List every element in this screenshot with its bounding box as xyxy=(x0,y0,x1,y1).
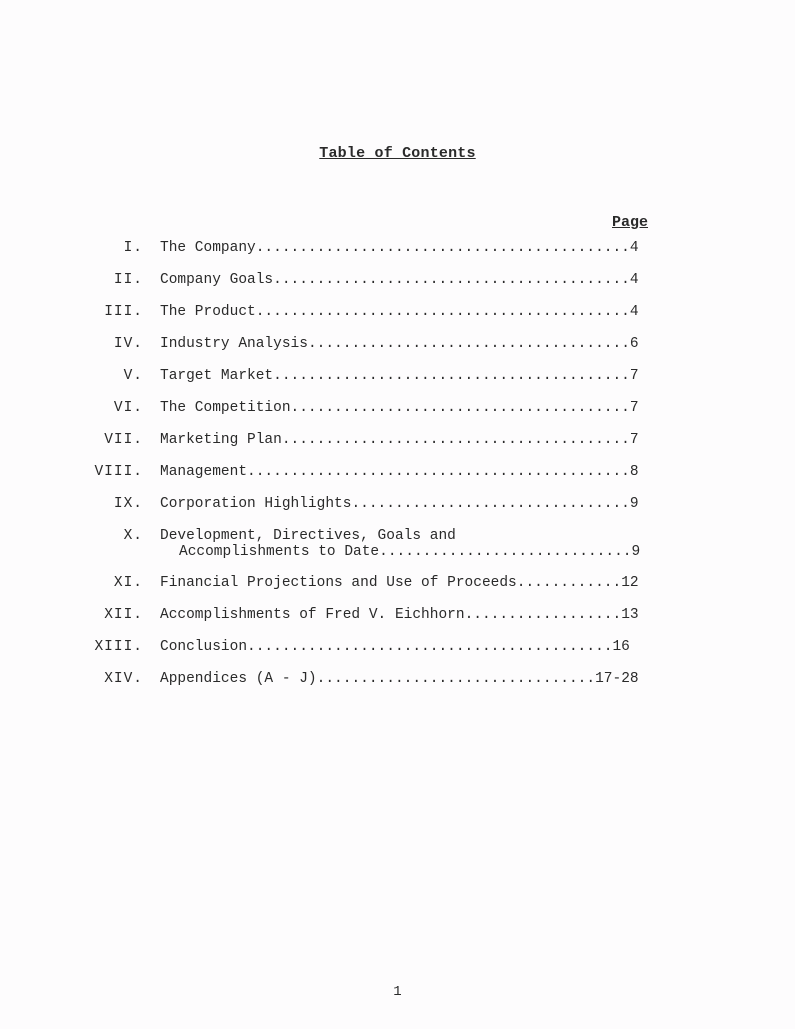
toc-entry-number: XII. xyxy=(104,607,143,623)
toc-entry-number: X. xyxy=(123,528,143,544)
toc-entry-title: The Company xyxy=(160,240,256,256)
toc-entry-title: Target Market xyxy=(160,368,274,384)
toc-entry-title: Development, Directives, Goals and xyxy=(160,528,456,544)
toc-entry-title: The Product xyxy=(160,304,256,320)
toc-entry-title: Company Goals xyxy=(160,272,274,288)
toc-entry-page: 17-28 xyxy=(595,671,639,687)
page-number: 1 xyxy=(393,984,402,1000)
toc-entry-page: 7 xyxy=(629,368,639,384)
toc-entry-leader: ................................ xyxy=(316,671,596,687)
toc-title: Table of Contents xyxy=(319,145,476,162)
toc-entry-text xyxy=(160,432,639,448)
toc-entry-leader: .......................................... xyxy=(247,639,613,655)
toc-entry-leader: ........................................... xyxy=(255,240,630,256)
toc-entry-leader: ............ xyxy=(516,575,622,591)
toc-entry-leader: ......................................... xyxy=(273,368,630,384)
toc-entry-text xyxy=(160,575,639,591)
toc-entry-title: Corporation Highlights xyxy=(160,496,352,512)
toc-entry-text xyxy=(160,368,639,384)
toc-entry-text xyxy=(160,464,639,480)
toc-entry-title: Management xyxy=(160,464,248,480)
toc-entry-number: XIV. xyxy=(104,671,143,687)
toc-entry-leader: ........................................ xyxy=(281,432,630,448)
toc-entry-number: II. xyxy=(113,272,143,288)
toc-entry-number: V. xyxy=(123,368,143,384)
page-column-heading: Page xyxy=(612,214,649,231)
toc-entry-leader: ......................................... xyxy=(273,272,630,288)
toc-entry-page: 12 xyxy=(621,575,639,591)
toc-entry-title: Conclusion xyxy=(160,639,248,655)
toc-entry-text xyxy=(160,336,639,352)
toc-entry-text xyxy=(160,240,639,256)
toc-entry-page: 9 xyxy=(631,544,641,560)
toc-entry-text xyxy=(160,496,639,512)
toc-entry-page: 4 xyxy=(629,240,639,256)
toc-entry-number: IV. xyxy=(113,336,143,352)
toc-entry-leader: .................. xyxy=(464,607,622,623)
toc-entry-leader: ............................. xyxy=(379,544,632,560)
toc-entry-leader: ..................................... xyxy=(307,336,630,352)
toc-entry-number: IX. xyxy=(113,496,143,512)
toc-entry-text xyxy=(160,304,639,320)
toc-entry-page: 8 xyxy=(629,464,639,480)
toc-entry-text xyxy=(160,528,640,560)
toc-entry-text xyxy=(160,272,639,288)
toc-entry-text xyxy=(160,639,630,655)
toc-entry-number: VI. xyxy=(113,400,143,416)
toc-entry-leader: ........................................... xyxy=(255,304,630,320)
toc-entry-number: XI. xyxy=(113,575,143,591)
toc-entry-text xyxy=(160,607,639,623)
toc-entry-page: 4 xyxy=(629,272,639,288)
toc-entry-leader: ....................................... xyxy=(290,400,630,416)
toc-entry-title: Marketing Plan xyxy=(160,432,282,448)
toc-entry-number: VII. xyxy=(104,432,143,448)
toc-entry-title-continued xyxy=(160,544,640,560)
toc-entry-text xyxy=(160,400,639,416)
toc-entry-page: 6 xyxy=(629,336,639,352)
toc-entry-title: Accomplishments of Fred V. Eichhorn xyxy=(160,607,465,623)
toc-entry-number: I. xyxy=(123,240,143,256)
toc-entry-title: Industry Analysis xyxy=(160,336,308,352)
toc-entry-text xyxy=(160,671,639,687)
toc-entry-page: 7 xyxy=(629,432,639,448)
toc-entry-page: 4 xyxy=(629,304,639,320)
toc-entry-page: 13 xyxy=(621,607,639,623)
toc-entry-leader: ................................ xyxy=(351,496,630,512)
toc-entry-title: Appendices (A - J) xyxy=(160,671,317,687)
toc-entry-page: 9 xyxy=(629,496,639,512)
toc-entry-title-line2: Accomplishments to Date xyxy=(179,544,380,560)
toc-entry-title: The Competition xyxy=(160,400,291,416)
toc-entry-page: 16 xyxy=(612,639,630,655)
toc-entry-title: Financial Projections and Use of Proceeds xyxy=(160,575,517,591)
toc-entry-number: XIII. xyxy=(94,639,143,655)
toc-entry-number: VIII. xyxy=(94,464,143,480)
toc-entry-number: III. xyxy=(104,304,143,320)
toc-entry-page: 7 xyxy=(629,400,639,416)
toc-entry-leader: ............................................ xyxy=(247,464,630,480)
